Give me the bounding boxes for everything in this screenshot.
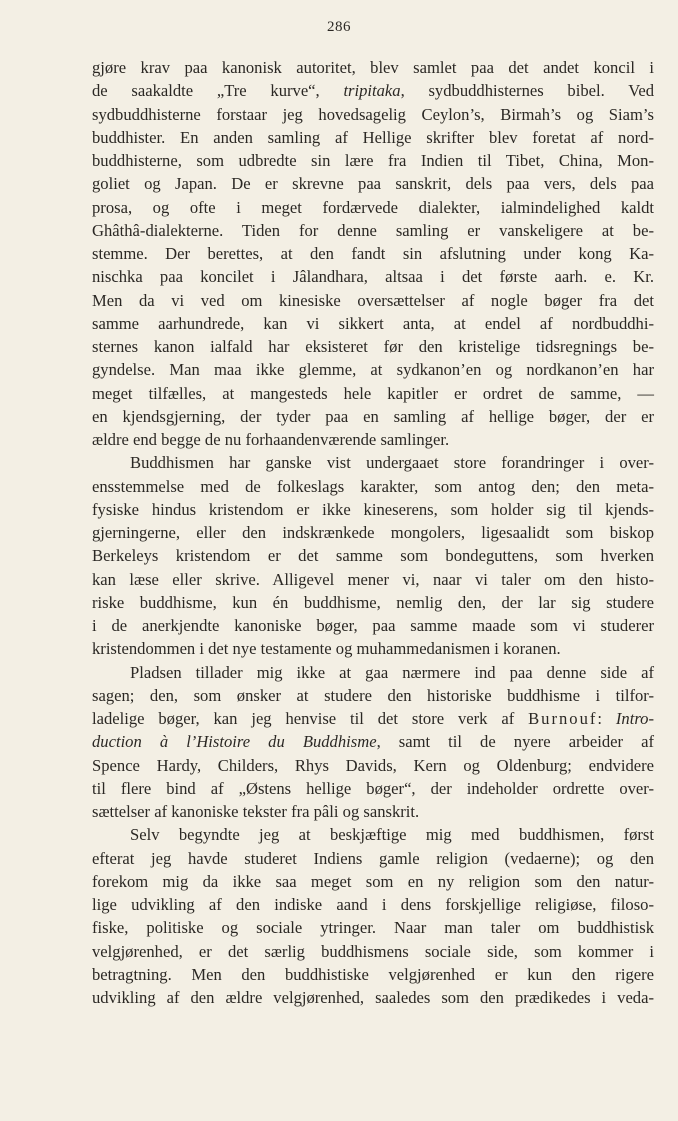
line-text: de saakaldte „Tre kurve“,: [92, 81, 344, 101]
text-line: [92, 149, 654, 172]
text-line: [92, 754, 654, 777]
line-text: stemme. Der berettes, at den fandt sin afslutning under kong Ka-: [92, 244, 654, 263]
text-line: [92, 79, 654, 102]
text-line: [92, 940, 654, 963]
line-text: fiske, politiske og sociale ytringer. Naar man taler om buddhistisk: [92, 918, 654, 938]
text-line: [92, 800, 654, 823]
text-line: [92, 963, 654, 986]
body-text: [92, 56, 654, 1009]
text-line: [92, 614, 654, 637]
italic-text: Intro-: [615, 709, 654, 728]
text-line: [92, 172, 654, 195]
text-line: [92, 196, 654, 219]
line-text: sternes kanon ialfald har eksisteret før den kristelige tidsregnings be-: [92, 337, 654, 356]
text-line: [92, 405, 654, 428]
text-line: [92, 893, 654, 916]
line-text: kristendommen i det nye testamente og muhammedanismen i koranen.: [92, 639, 561, 659]
line-text: :: [597, 709, 616, 728]
text-line: [92, 684, 654, 707]
line-text: velgjørenhed, er det særlig buddhismens sociale side, som kommer i: [92, 941, 654, 961]
line-text: nischka paa koncilet i Jâlandhara, altsaa i det første aarh. e. Kr.: [92, 267, 654, 287]
line-text: fysiske hindus kristendom er ikke kineserens, som holder sig til kjends-: [92, 499, 654, 519]
text-line: [92, 498, 654, 521]
line-text: sydbuddhisterne forstaar jeg hovedsagelig Ceylon’s, Birmah’s og Siam’s: [92, 104, 654, 124]
line-text: , samt til de nyere arbeider af: [376, 732, 654, 752]
line-text: ældre end begge de nu forhaandenværende samlinger.: [92, 430, 450, 449]
line-text: buddhister. En anden samling af Hellige skrifter blev foretat af nord-: [92, 127, 654, 147]
line-text: meget tilfælles, at mangesteds hele kapitler er ordret de samme, —: [92, 383, 654, 403]
line-text: Berkeleys kristendom er det samme som bondeguttens, som hverken: [92, 546, 654, 566]
line-text: til flere bind af „Østens hellige bøger“, der indeholder ordrette over-: [92, 778, 654, 798]
text-line: [92, 126, 654, 149]
text-line: [92, 777, 654, 800]
text-line: [92, 568, 654, 591]
line-text: betragtning. Men den buddhistiske velgjørenhed er kun den rigere: [92, 964, 654, 984]
spaced-text: Burnouf: [528, 709, 598, 728]
text-line: [92, 986, 654, 1009]
line-text: Buddhismen har ganske vist undergaaet store forandringer i over-: [130, 453, 654, 473]
line-text: sagen; den, som ønsker at studere den historiske buddhisme i tilfor-: [92, 685, 654, 705]
italic-text: duction à l’Histoire du Buddhisme: [92, 732, 377, 752]
line-text: forekom mig da ikke saa meget som en ny religion som den natur-: [92, 871, 654, 891]
text-line: [92, 289, 654, 312]
line-text: riske buddhisme, kun én buddhisme, nemlig den, der lar sig studere: [92, 592, 654, 612]
line-text: ladelige bøger, kan jeg henvise til det store verk af: [92, 709, 529, 728]
line-text: gjerningerne, eller den indskrænkede mongolers, ligesaalidt som biskop: [92, 523, 654, 542]
line-text: lige udvikling af den indiske aand i dens forskjellige religiøse, filoso-: [92, 895, 654, 914]
line-text: samme aarhundrede, kan vi sikkert anta, at endel af nordbuddhi-: [92, 313, 654, 333]
line-text: Men da vi ved om kinesiske oversættelser af nogle bøger fra det: [92, 290, 654, 310]
line-text: Pladsen tillader mig ikke at gaa nærmere ind paa denne side af: [130, 662, 654, 682]
line-text: efterat jeg havde studeret Indiens gamle religion (vedaerne); og den: [92, 848, 654, 868]
text-line: [92, 103, 654, 126]
text-line: [92, 637, 654, 660]
line-text: , sydbuddhisternes bibel. Ved: [400, 81, 654, 101]
text-line: [92, 335, 654, 358]
line-text: i de anerkjendte kanoniske bøger, paa samme maade som vi studerer: [92, 616, 654, 635]
text-line: [92, 521, 654, 544]
line-text: Selv begyndte jeg at beskjæftige mig med buddhismen, først: [130, 825, 654, 845]
text-line: [92, 823, 654, 846]
text-line: [92, 730, 654, 753]
text-line: [92, 428, 654, 451]
line-text: en kjendsgjerning, der tyder paa en samling af hellige bøger, der er: [92, 406, 654, 426]
text-line: [92, 916, 654, 939]
text-line: [92, 312, 654, 335]
line-text: gjøre krav paa kanonisk autoritet, blev samlet paa det andet koncil i: [92, 58, 654, 77]
text-line: [92, 265, 654, 288]
text-line: [92, 847, 654, 870]
text-line: [92, 475, 654, 498]
text-line: [92, 451, 654, 474]
line-text: sættelser af kanoniske tekster fra pâli og sanskrit.: [92, 802, 420, 821]
line-text: buddhisterne, som udbredte sin lære fra Indien til Tibet, China, Mon-: [92, 151, 654, 170]
line-text: kan læse eller skrive. Alligevel mener vi, naar vi taler om den histo-: [92, 569, 654, 589]
text-line: [92, 242, 654, 265]
line-text: prosa, og ofte i meget fordærvede dialekter, ialmindelighed kaldt: [92, 197, 654, 217]
page-number: 286: [327, 19, 351, 35]
text-line: [92, 870, 654, 893]
line-text: Spence Hardy, Childers, Rhys Davids, Kern og Oldenburg; endvidere: [92, 755, 654, 775]
line-text: goliet og Japan. De er skrevne paa sanskrit, dels paa vers, dels paa: [92, 174, 654, 194]
text-line: [92, 382, 654, 405]
text-line: [92, 591, 654, 614]
line-text: udvikling af den ældre velgjørenhed, saaledes som den prædikedes i veda-: [92, 988, 654, 1007]
line-text: ensstemmelse med de folkeslags karakter, som antog den; den meta-: [92, 476, 654, 496]
text-line: [92, 707, 654, 730]
line-text: Ghâthâ-dialekterne. Tiden for denne samling er vanskeligere at be-: [92, 220, 654, 240]
italic-text: tripitaka: [343, 81, 401, 101]
text-line: [92, 358, 654, 381]
text-line: [92, 544, 654, 567]
text-line: [92, 219, 654, 242]
line-text: gyndelse. Man maa ikke glemme, at sydkanon’en og nordkanon’en har: [92, 360, 654, 380]
text-line: [92, 661, 654, 684]
text-line: [92, 56, 654, 79]
